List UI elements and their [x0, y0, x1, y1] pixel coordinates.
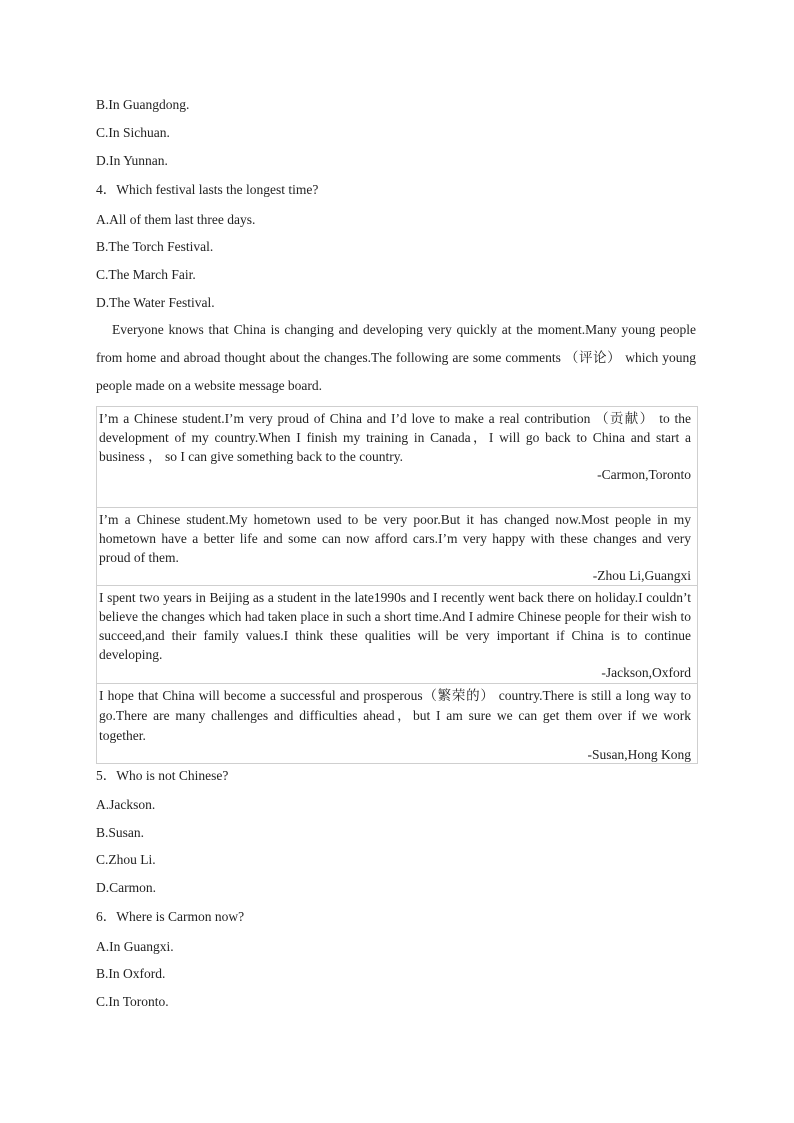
q4-option-d: D.The Water Festival.	[96, 295, 215, 310]
q5-option-b: B.Susan.	[96, 825, 145, 840]
top-option-c: C.In Sichuan.	[96, 125, 170, 140]
q4-option-a: A.All of them last three days.	[96, 212, 256, 227]
top-option-d: D.In Yunnan.	[96, 153, 168, 168]
passage-text: Everyone knows that China is changing and developing very quickly at the moment.Many young people from home and abroad thought about the changes.The following are some comments （评论） which young people made on a website message board.	[96, 322, 696, 393]
q4-option-c: C.The March Fair.	[96, 267, 196, 282]
q6-option-b: B.In Oxford.	[96, 966, 166, 981]
comment-cell	[96, 586, 698, 684]
comment-cell	[96, 684, 698, 764]
comment-text: I’m a Chinese student.I’m very proud of China and I’d love to make a real contribution （贡献） to the development of my country.When I finish my training in Canada，I will go back to China and start a business ， so I can give something back to the country.	[99, 411, 691, 464]
comment-signature: -Carmon,Toronto	[597, 467, 691, 482]
q6-option-a: A.In Guangxi.	[96, 939, 174, 954]
q6-option-c: C.In Toronto.	[96, 994, 169, 1009]
comment-text: I spent two years in Beijing as a student in the late1990s and I recently went back there on holiday.I couldn’t believe the changes which had taken place in such a short time.And I admire Chinese people for their wish to succeed,and their family values.I think these qualities will be very important if China is to continue developing.	[99, 590, 691, 662]
q5-option-a: A.Jackson.	[96, 797, 156, 812]
comment-signature: -Jackson,Oxford	[601, 665, 691, 680]
question-5: 5．Who is not Chinese?	[96, 768, 229, 783]
message-board	[96, 406, 698, 764]
comment-text: I’m a Chinese student.My hometown used to be very poor.But it has changed now.Most people in my hometown have a better life and some can now afford cars.I’m very happy with these changes and very proud of them.	[99, 512, 691, 565]
top-option-b: B.In Guangdong.	[96, 97, 190, 112]
comment-cell	[96, 508, 698, 586]
passage-intro	[96, 316, 696, 400]
comment-signature: -Susan,Hong Kong	[587, 747, 691, 762]
comment-cell	[96, 407, 698, 508]
q5-option-c: C.Zhou Li.	[96, 852, 156, 867]
question-6: 6．Where is Carmon now?	[96, 909, 245, 924]
q4-option-b: B.The Torch Festival.	[96, 239, 214, 254]
q5-option-d: D.Carmon.	[96, 880, 156, 895]
comment-text: I hope that China will become a successful and prosperous（繁荣的） country.There is still a long way to go.There are many challenges and difficulties ahead，but I am sure we can get them over if we work together.	[99, 688, 691, 743]
question-4: 4．Which festival lasts the longest time?	[96, 182, 319, 197]
comment-signature: -Zhou Li,Guangxi	[592, 568, 691, 583]
